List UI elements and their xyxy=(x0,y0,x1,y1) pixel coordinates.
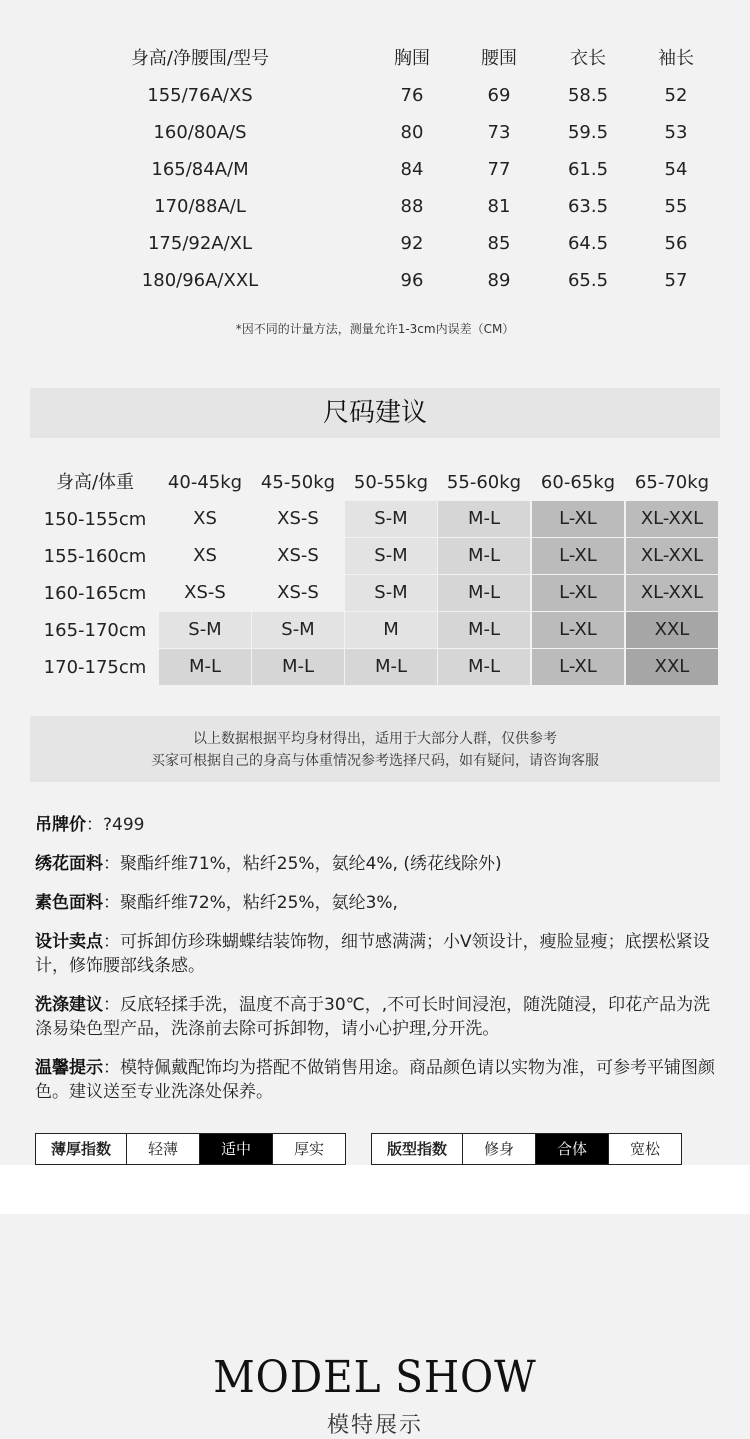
detail-price-label: 吊牌价 xyxy=(35,815,86,835)
detail-reminder-value: ：模特佩戴配饰均为搭配不做销售用途。商品颜色请以实物为准，可参考平铺图颜色。建议送至专业洗涤处保养。 xyxy=(35,1058,715,1102)
size-cell: XS xyxy=(159,538,251,574)
model-show-title: MODEL SHOW xyxy=(213,1352,537,1403)
size-cell: XL-XXL xyxy=(626,538,718,574)
size-cell: XS-S xyxy=(252,538,344,574)
detail-design-value: ：可拆卸仿珍珠蝴蝶结装饰物，细节感满满；小V领设计，瘦脸显瘦；底摆松紧设计，修饰腰部线条感。 xyxy=(35,932,710,976)
size-cell: M-L xyxy=(252,649,344,685)
size-cell: S-M xyxy=(345,575,437,611)
thickness-option-light: 轻薄 xyxy=(126,1134,199,1164)
measurement-cell-sleeve: 54 xyxy=(664,159,688,180)
size-cell: XL-XXL xyxy=(626,575,718,611)
size-cell: XS xyxy=(159,501,251,537)
size-cell: S-M xyxy=(159,612,251,648)
measurement-cell-chest: 84 xyxy=(400,159,424,180)
header-length: 衣长 xyxy=(570,48,606,69)
size-row xyxy=(0,612,750,649)
model-show-subtitle: 模特展示 xyxy=(326,1413,423,1438)
size-cell: XS-S xyxy=(159,575,251,611)
size-cell: M-L xyxy=(438,649,530,685)
header-sleeve: 袖长 xyxy=(658,48,694,69)
measurement-cell-chest: 88 xyxy=(400,196,424,217)
size-cell: M-L xyxy=(438,538,530,574)
fit-index xyxy=(371,1133,682,1165)
measurement-row xyxy=(0,262,750,299)
measurement-row xyxy=(0,225,750,262)
measurement-cell-size: 165/84A/M xyxy=(151,159,249,180)
weight-header: 50-55kg xyxy=(353,472,429,493)
measurement-cell-sleeve: 52 xyxy=(664,85,688,106)
detail-plain-fabric xyxy=(35,891,720,915)
height-label: 170-175cm xyxy=(43,657,147,678)
measurement-cell-chest: 92 xyxy=(400,233,424,254)
measurement-cell-waist: 69 xyxy=(487,85,511,106)
measurement-cell-size: 160/80A/S xyxy=(153,122,247,143)
fit-option-regular: 合体 xyxy=(535,1134,608,1164)
detail-washing xyxy=(35,993,720,1041)
detail-reminder xyxy=(35,1056,720,1104)
header-chest: 胸围 xyxy=(394,48,430,69)
measurement-cell-waist: 73 xyxy=(487,122,511,143)
size-suggestion-title: 尺码建议 xyxy=(30,388,720,438)
measurement-cell-length: 61.5 xyxy=(567,159,609,180)
size-cell: XXL xyxy=(626,649,718,685)
measurement-cell-sleeve: 56 xyxy=(664,233,688,254)
detail-washing-label: 洗涤建议 xyxy=(35,995,103,1015)
measurement-cell-waist: 85 xyxy=(487,233,511,254)
size-cell: S-M xyxy=(252,612,344,648)
size-cell: S-M xyxy=(345,501,437,537)
size-cell: M xyxy=(345,612,437,648)
size-tip-line2: 买家可根据自己的身高与体重情况参考选择尺码，如有疑问，请咨询客服 xyxy=(151,753,599,769)
measurement-cell-chest: 76 xyxy=(400,85,424,106)
header-size: 身高/净腰围/型号 xyxy=(130,48,270,69)
measurement-cell-waist: 89 xyxy=(487,270,511,291)
size-cell: XS-S xyxy=(252,501,344,537)
size-cell: M-L xyxy=(438,612,530,648)
measurement-cell-size: 175/92A/XL xyxy=(147,233,253,254)
size-cell: L-XL xyxy=(532,501,624,537)
thickness-index-label: 薄厚指数 xyxy=(50,1140,111,1158)
measurement-cell-size: 170/88A/L xyxy=(154,196,246,217)
size-cell: L-XL xyxy=(532,649,624,685)
size-cell: S-M xyxy=(345,538,437,574)
detail-plain-label: 素色面料 xyxy=(35,893,103,913)
size-cell: L-XL xyxy=(532,575,624,611)
measurement-cell-length: 59.5 xyxy=(567,122,609,143)
fit-index-label: 版型指数 xyxy=(386,1140,447,1158)
height-label: 160-165cm xyxy=(43,583,147,604)
detail-embroidery-label: 绣花面料 xyxy=(35,854,103,874)
fit-option-loose: 宽松 xyxy=(608,1134,681,1164)
weight-header: 65-70kg xyxy=(634,472,710,493)
weight-header: 40-45kg xyxy=(167,472,243,493)
size-cell: M-L xyxy=(438,575,530,611)
measurement-cell-sleeve: 57 xyxy=(664,270,688,291)
detail-design xyxy=(35,930,720,978)
size-cell: M-L xyxy=(438,501,530,537)
section-divider xyxy=(0,1165,750,1214)
size-row xyxy=(0,649,750,686)
size-row xyxy=(0,575,750,612)
thickness-option-thick: 厚实 xyxy=(272,1134,345,1164)
measurement-cell-length: 65.5 xyxy=(567,270,609,291)
size-cell: XL-XXL xyxy=(626,501,718,537)
height-label: 155-160cm xyxy=(43,546,147,567)
measurement-cell-chest: 80 xyxy=(400,122,424,143)
thickness-option-medium: 适中 xyxy=(199,1134,272,1164)
measurement-cell-chest: 96 xyxy=(400,270,424,291)
size-tip-line1: 以上数据根据平均身材得出，适用于大部分人群，仅供参考 xyxy=(193,731,557,747)
size-cell: M-L xyxy=(159,649,251,685)
detail-plain-value: ：聚酯纤维72%，粘纤25%，氨纶3%, xyxy=(103,893,398,913)
size-row xyxy=(0,538,750,575)
detail-embroidery-fabric xyxy=(35,852,720,876)
weight-header: 55-60kg xyxy=(446,472,522,493)
size-cell: L-XL xyxy=(532,612,624,648)
size-cell: XS-S xyxy=(252,575,344,611)
size-cell: XXL xyxy=(626,612,718,648)
measurement-cell-waist: 81 xyxy=(487,196,511,217)
size-tip-box xyxy=(30,716,720,782)
fit-option-slim: 修身 xyxy=(462,1134,535,1164)
size-table-corner: 身高/体重 xyxy=(55,472,135,493)
measurement-row xyxy=(0,151,750,188)
measurement-note: *因不同的计量方法，测量允许1-3cm内误差（CM） xyxy=(235,322,515,336)
measurement-cell-sleeve: 53 xyxy=(664,122,688,143)
header-waist: 腰围 xyxy=(481,48,517,69)
measurement-cell-length: 63.5 xyxy=(567,196,609,217)
measurement-cell-length: 58.5 xyxy=(567,85,609,106)
measurement-cell-waist: 77 xyxy=(487,159,511,180)
height-label: 150-155cm xyxy=(43,509,147,530)
detail-design-label: 设计卖点 xyxy=(35,932,103,952)
detail-embroidery-value: ：聚酯纤维71%，粘纤25%，氨纶4%, (绣花线除外) xyxy=(103,854,502,874)
size-cell: M-L xyxy=(345,649,437,685)
measurement-cell-length: 64.5 xyxy=(567,233,609,254)
detail-washing-value: ：反底轻揉手洗，温度不高于30℃，,不可长时间浸泡，随洗随浸，印花产品为洗涤易染色型产品，洗涤前去除可拆卸物，请小心护理,分开洗。 xyxy=(35,995,711,1039)
detail-reminder-label: 温馨提示 xyxy=(35,1058,103,1078)
measurement-row xyxy=(0,77,750,114)
detail-price xyxy=(35,813,720,837)
size-cell: L-XL xyxy=(532,538,624,574)
measurement-row xyxy=(0,114,750,151)
measurement-header-row xyxy=(0,40,750,77)
weight-header: 60-65kg xyxy=(540,472,616,493)
measurement-cell-sleeve: 55 xyxy=(664,196,688,217)
detail-price-value: ：?499 xyxy=(86,815,145,835)
weight-header: 45-50kg xyxy=(260,472,336,493)
measurement-cell-size: 180/96A/XXL xyxy=(141,270,259,291)
size-row xyxy=(0,501,750,538)
measurement-cell-size: 155/76A/XS xyxy=(147,85,253,106)
height-label: 165-170cm xyxy=(43,620,147,641)
thickness-index xyxy=(35,1133,346,1165)
measurement-row xyxy=(0,188,750,225)
